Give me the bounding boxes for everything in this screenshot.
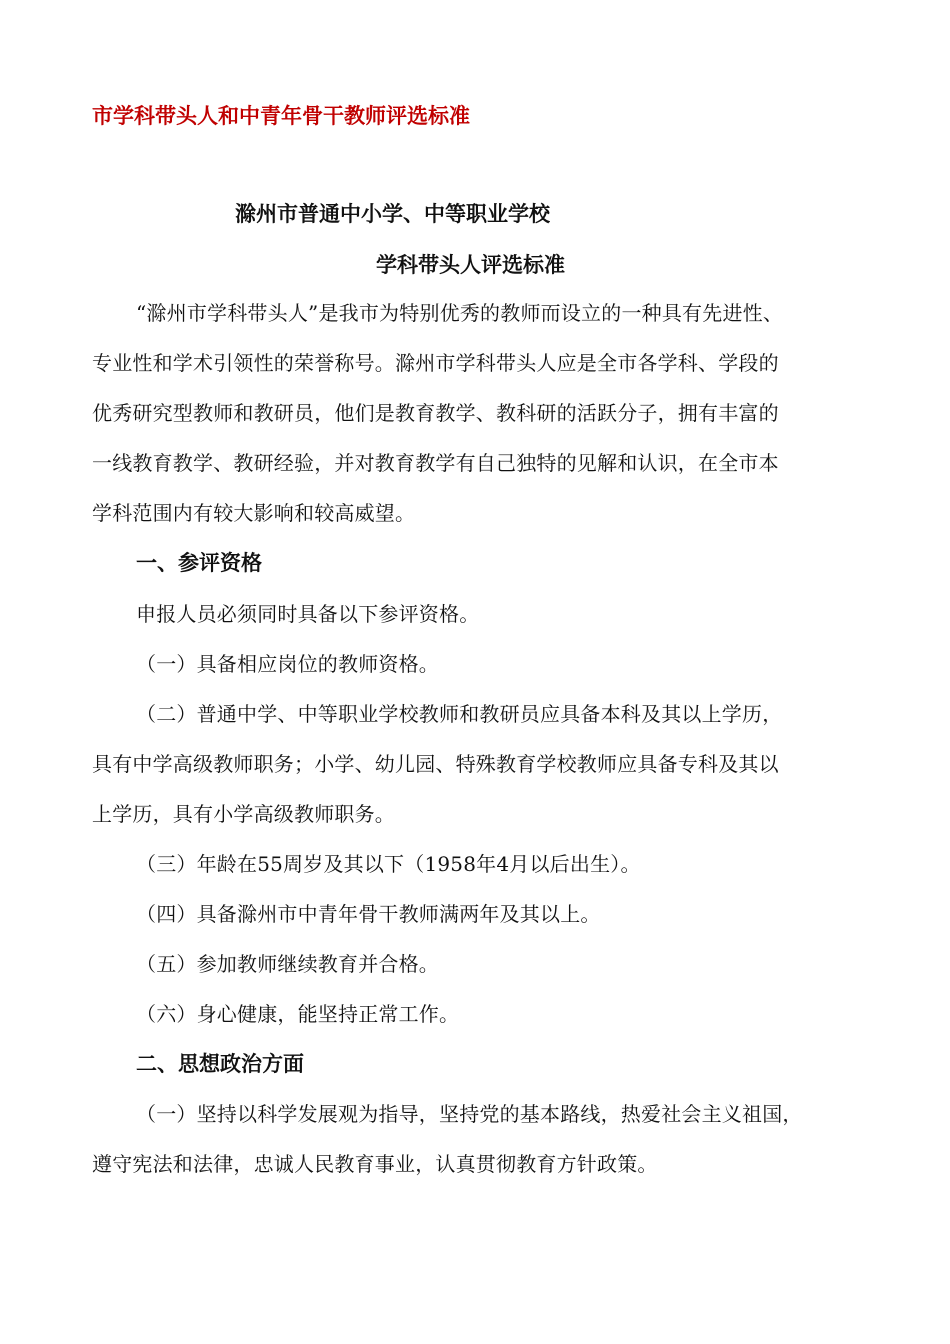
document-top-title: 市学科带头人和中青年骨干教师评选标准 xyxy=(92,104,470,128)
intro-line: 学科范围内有较大影响和较高威望。 xyxy=(92,501,416,525)
section-2-heading: 二、思想政治方面 xyxy=(136,1052,304,1076)
section-1-item-5: （五）参加教师继续教育并合格。 xyxy=(136,952,439,976)
section-1-lead: 申报人员必须同时具备以下参评资格。 xyxy=(136,602,480,626)
subtitle-line-2: 学科带头人评选标准 xyxy=(376,253,565,277)
section-1-item-2-line: （二）普通中学、中等职业学校教师和教研员应具备本科及其以上学历， xyxy=(136,702,783,726)
section-2-item-1-line: （一）坚持以科学发展观为指导，坚持党的基本路线，热爱社会主义祖国， xyxy=(136,1102,803,1126)
section-2-item-1-line: 遵守宪法和法律，忠诚人民教育事业，认真贯彻教育方针政策。 xyxy=(92,1152,658,1176)
section-1-item-3: （三）年龄在55周岁及其以下（1958年4月以后出生）。 xyxy=(136,852,641,876)
section-1-item-2-line: 上学历，具有小学高级教师职务。 xyxy=(92,802,395,826)
section-1-heading: 一、参评资格 xyxy=(136,551,262,575)
intro-line: 专业性和学术引领性的荣誉称号。滁州市学科带头人应是全市各学科、学段的 xyxy=(92,351,779,375)
intro-line: 一线教育教学、教研经验，并对教育教学有自己独特的见解和认识，在全市本 xyxy=(92,451,779,475)
subtitle-line-1: 滁州市普通中小学、中等职业学校 xyxy=(235,202,550,226)
intro-line: “滁州市学科带头人”是我市为特别优秀的教师而设立的一种具有先进性、 xyxy=(136,301,784,325)
intro-line: 优秀研究型教师和教研员，他们是教育教学、教科研的活跃分子，拥有丰富的 xyxy=(92,401,779,425)
section-1-item-6: （六）身心健康，能坚持正常工作。 xyxy=(136,1002,460,1026)
section-1-item-1: （一）具备相应岗位的教师资格。 xyxy=(136,652,439,676)
section-1-item-2-line: 具有中学高级教师职务；小学、幼儿园、特殊教育学校教师应具备专科及其以 xyxy=(92,752,779,776)
section-1-item-4: （四）具备滁州市中青年骨干教师满两年及其以上。 xyxy=(136,902,601,926)
